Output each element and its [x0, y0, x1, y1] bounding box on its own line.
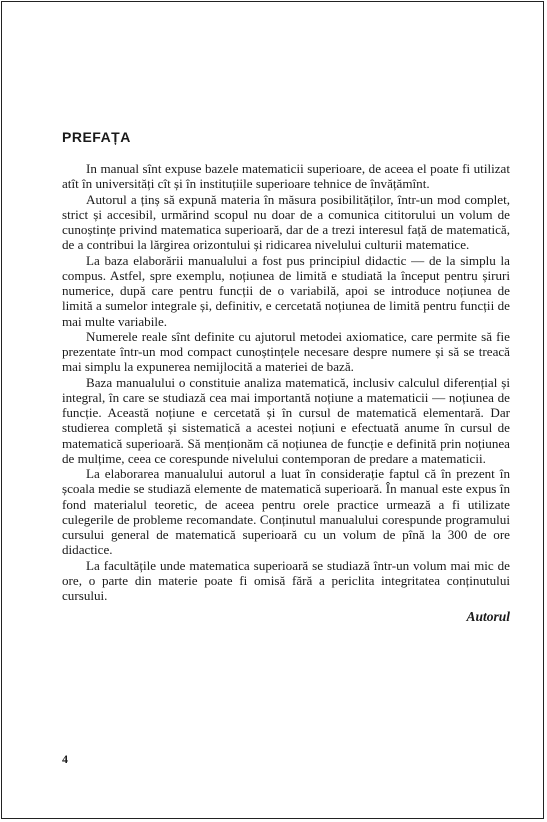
paragraph-6: La elaborarea manualului autorul a luat în considerație faptul că în prezent în școala medie se studiază elemente de matematică superioară. În manual este expus în fond materialul teoretic, de aceea pentru orele practice urmează a fi utilizate culegerile de probleme recomandate. Conținutul manualului corespunde programului cursului general de matematică superioară cu un volum de pînă la 300 de ore didactice.: [62, 466, 510, 558]
paragraph-3: La baza elaborării manualului a fost pus principiul didactic — de la simplu la compus. Astfel, spre exemplu, noțiunea de limită e studiată la început pentru șiruri numerice, după care pentru funcții de o variabilă, apoi se introduce noțiunea de limită a sumelor integrale și, definitiv, e cercetată noțiunea de limită pentru funcții de mai multe variabile.: [62, 252, 510, 329]
page-title: PREFAȚA: [62, 129, 131, 145]
book-page: [1, 1, 544, 819]
author-signature: Autorul: [466, 609, 510, 625]
paragraph-7: La facultățile unde matematica superioară se studiază într-un volum mai mic de ore, o parte din materie poate fi omisă fără a periclita integritatea conținutului cursului.: [62, 557, 510, 603]
paragraph-4: Numerele reale sînt definite cu ajutorul metodei axiomatice, care permite să fie prezentate într-un mod compact cunoștințele necesare despre numere și să se treacă mai simplu la expunerea nemijlocită a materiei de bază.: [62, 328, 510, 375]
page-number: 4: [62, 752, 68, 766]
paragraph-1: In manual sînt expuse bazele matematicii superioare, de aceea el poate fi utilizat atît în universități cît și în instituțiile superioare tehnice de învățămînt.: [62, 161, 510, 192]
paragraph-2: Autorul a ținș să expună materia în măsura posibilităților, într-un mod complet, strict și accesibil, urmărind scopul nu doar de a comunica cititorului un volum de cunoștințe privind matematica superioară, dar de a trezi interesul față de matematică, de a contribui la lărgirea orizontului și ridicarea nivelului culturii matematice.: [62, 191, 510, 253]
paragraph-5: Baza manualului o constituie analiza matematică, inclusiv calculul diferențial și integral, în care se studiază cea mai importantă noțiune a matematicii — noțiunea de funcție. Această noțiune e cercetată și în cursul de matematică elementară. Dar studierea completă și sistematică a acestei noțiuni e efectuată anume în cursul de matematică superioară. Să menționăm că noțiunea de funcție e definită prin noțiunea de mulțime, ceea ce corespunde nivelului contemporan de predare a matematicii.: [62, 374, 510, 466]
preface-content: [62, 129, 510, 625]
